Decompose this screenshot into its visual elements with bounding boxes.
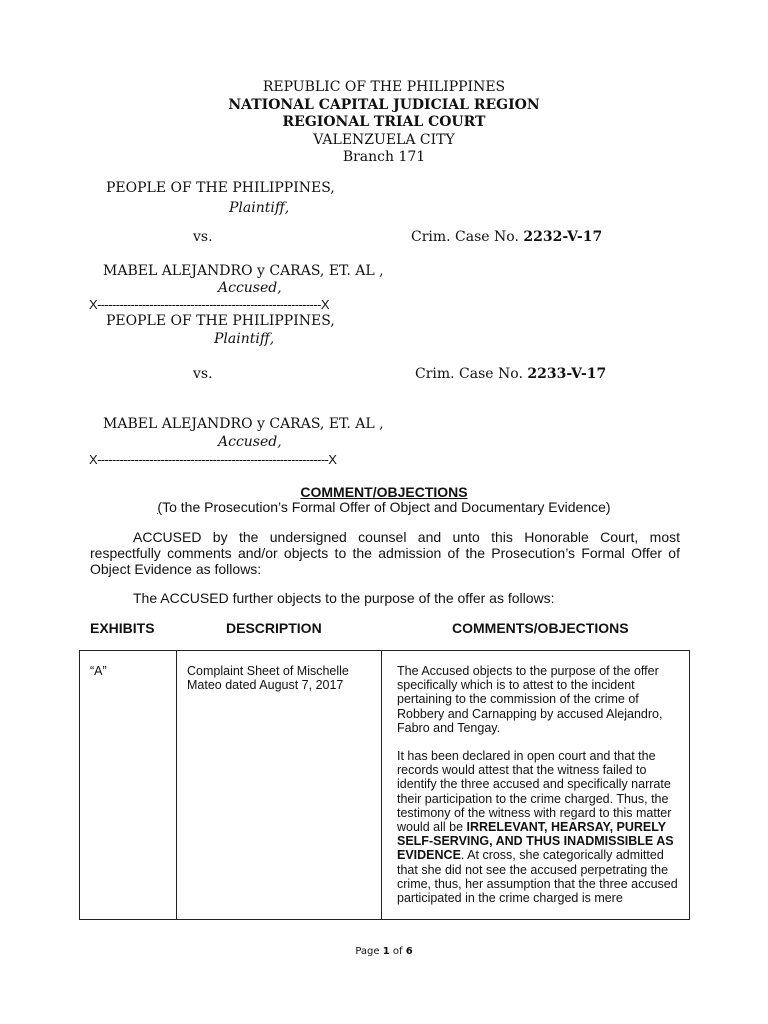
vs-2: vs. bbox=[193, 366, 213, 382]
description-cell bbox=[177, 651, 382, 920]
plaintiff-role-2: Plaintiff, bbox=[214, 331, 275, 347]
comment-p2-emphasis: IRRELEVANT, HEARSAY, PURELY SELF-SERVING, AND THUS INADMISSIBLE AS EVIDENCE bbox=[397, 820, 674, 863]
plaintiff-name-1: PEOPLE OF THE PHILIPPINES, bbox=[106, 180, 335, 196]
comment-p2-start: It has been declared in open court and that the records would attest that the witness failed to identify the three accused and specifically narrate their participation to the crime charged. Thus, the testimony of the witness with regard to this matter would all be bbox=[397, 749, 672, 835]
exhibit-description: Complaint Sheet of Mischelle Mateo dated August 7, 2017 bbox=[187, 664, 349, 693]
page-footer bbox=[0, 946, 768, 957]
vs-1: vs. bbox=[193, 229, 213, 245]
case-number-1 bbox=[411, 229, 602, 245]
comments-cell bbox=[382, 651, 690, 920]
case-no-2: 2233-V-17 bbox=[527, 366, 607, 382]
comment-paragraph-2 bbox=[397, 749, 681, 905]
col-header-comments: COMMENTS/OBJECTIONS bbox=[452, 620, 629, 636]
plaintiff-role-1: Plaintiff, bbox=[229, 200, 290, 216]
col-header-description: DESCRIPTION bbox=[226, 620, 322, 636]
exhibit-cell bbox=[80, 651, 177, 920]
case-label-2: Crim. Case No. bbox=[415, 366, 523, 382]
case-no-1: 2232-V-17 bbox=[523, 229, 603, 245]
document-subtitle bbox=[0, 499, 768, 515]
footer-page-num: 1 bbox=[382, 946, 390, 957]
table-row bbox=[80, 651, 690, 920]
accused-role-2: Accused, bbox=[218, 434, 282, 450]
exhibits-table bbox=[79, 650, 690, 920]
case-number-2 bbox=[415, 366, 606, 382]
city-line: VALENZUELA CITY bbox=[313, 131, 455, 148]
court-header bbox=[0, 79, 768, 167]
footer-page-total: 6 bbox=[405, 946, 413, 957]
court-line: REGIONAL TRIAL COURT bbox=[282, 114, 486, 130]
region-line: NATIONAL CAPITAL JUDICIAL REGION bbox=[228, 96, 540, 113]
subtitle-open-paren: ( bbox=[157, 499, 163, 515]
document-title-text: COMMENT/OBJECTIONS bbox=[300, 484, 468, 500]
comment-paragraph-1: The Accused objects to the purpose of the offer specifically which is to attest to the incident pertaining to the commission of the crime of Robbery and Carnapping by accused Alejandro, Fabro and Tengay. bbox=[397, 664, 663, 735]
paragraph-intro: ACCUSED by the undersigned counsel and unto this Honorable Court, most respectfully comments and/or objects to the admission of the Prosecution’s Formal Offer of Object Evidence as follows: bbox=[90, 529, 680, 577]
branch-line: Branch 171 bbox=[342, 149, 426, 165]
comment-p2-end: . At cross, she categorically admitted that she did not see the accused perpetrating the crime, thus, her assumption that the three accused participated in the crime charged is mere bbox=[397, 848, 678, 906]
accused-role-1: Accused, bbox=[218, 280, 282, 296]
republic-line: REPUBLIC OF THE PHILIPPINES bbox=[262, 79, 506, 95]
col-header-exhibits: EXHIBITS bbox=[90, 620, 155, 636]
case-label-1: Crim. Case No. bbox=[411, 229, 519, 245]
plaintiff-name-2: PEOPLE OF THE PHILIPPINES, bbox=[106, 313, 335, 329]
exhibit-label: “A” bbox=[90, 664, 107, 678]
subtitle-text: To the Prosecution’s Formal Offer of Object and Documentary Evidence) bbox=[162, 499, 611, 515]
accused-name-2: MABEL ALEJANDRO y CARAS, ET. AL , bbox=[103, 416, 384, 432]
caption-divider-2: X--------------------------------------------------------------X bbox=[89, 452, 337, 467]
caption-divider-1: X------------------------------------------------------------X bbox=[89, 297, 329, 312]
footer-of-word: of bbox=[392, 946, 403, 957]
footer-page-word: Page bbox=[355, 946, 380, 957]
paragraph-further: The ACCUSED further objects to the purpose of the offer as follows: bbox=[133, 590, 555, 606]
document-title bbox=[0, 484, 768, 500]
accused-name-1: MABEL ALEJANDRO y CARAS, ET. AL , bbox=[103, 263, 384, 279]
